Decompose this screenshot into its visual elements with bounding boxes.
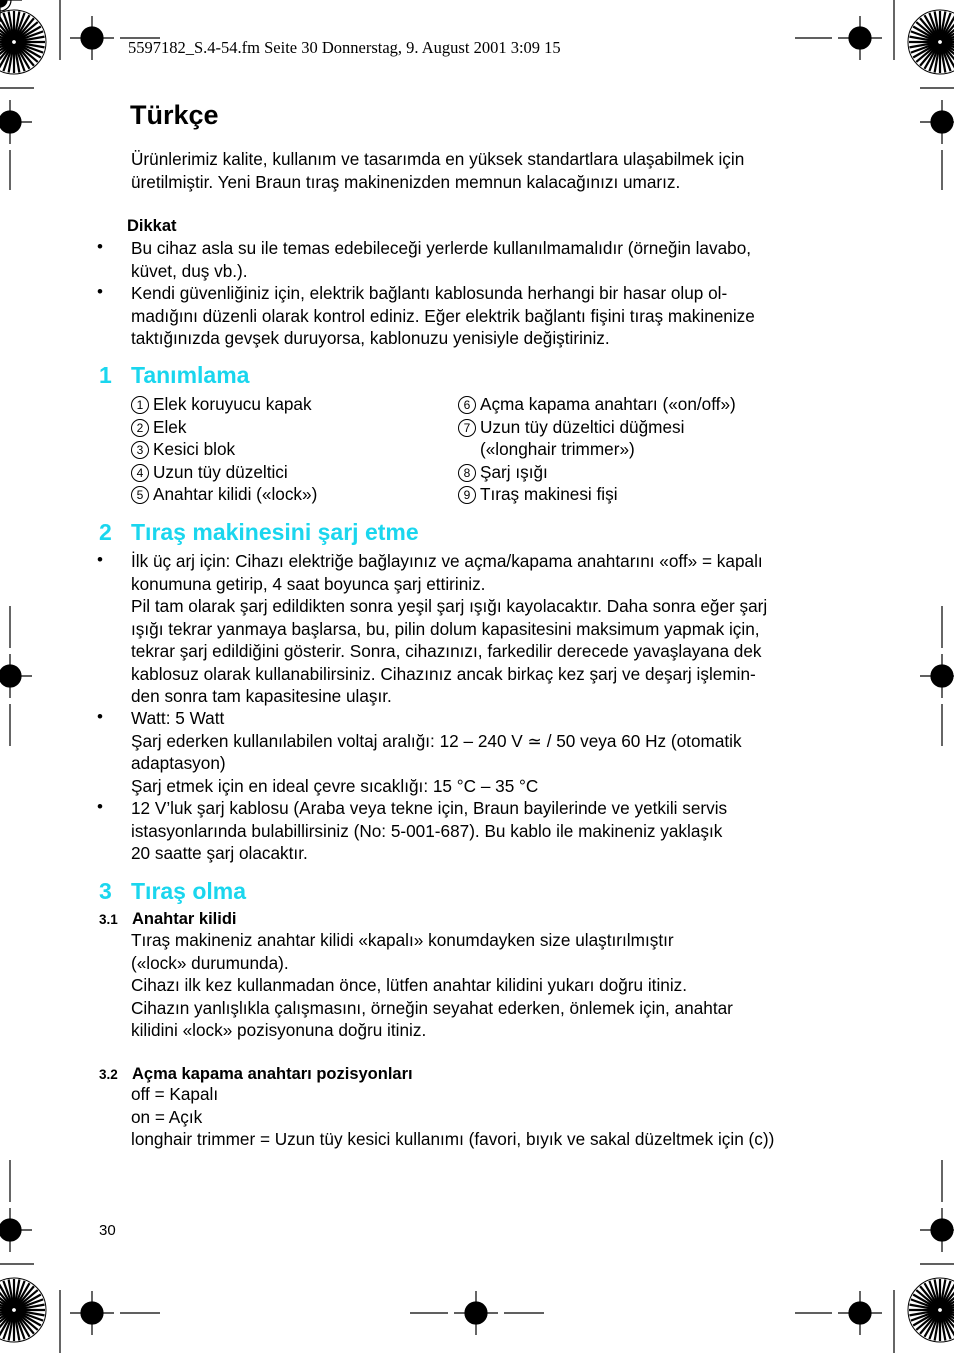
- subsection-title: Anahtar kilidi: [132, 910, 237, 928]
- intro-paragraph: [131, 148, 744, 193]
- part-item: [131, 438, 317, 461]
- text-line: İlk üç arj için: Cihazı elektriğe bağlayınız ve açma/kapama anahtarını «off» = kapalı: [131, 551, 763, 571]
- section-heading: [99, 362, 249, 389]
- text-line: Watt: 5 Watt: [131, 708, 225, 728]
- section-title: Tıraş olma: [131, 878, 247, 904]
- part-item: [458, 393, 736, 416]
- text-line: kilidini «lock» pozisyonuna doğru itiniz.: [131, 1020, 427, 1040]
- part-item: [131, 461, 317, 484]
- text-line: den sonra tam kapasitesine ulaşır.: [131, 686, 392, 706]
- part-number: 3: [131, 441, 149, 459]
- section-number: 3: [99, 878, 112, 904]
- parts-list-right: [458, 393, 736, 506]
- subsection-number: 3.2: [99, 1067, 118, 1082]
- caution-line: madığını düzenli olarak kontrol ediniz. Eğer elektrik bağlantı fişini tıraş makinenize: [131, 305, 755, 326]
- text-line: istasyonlarında bulabillirsiniz (No: 5-001-687). Bu kablo ile makineniz yaklaşık: [131, 820, 723, 841]
- intro-line: üretilmiştir. Yeni Braun tıraş makinenizden memnun kalacağınızı umarız.: [131, 171, 681, 192]
- text-line: ışığı tekrar yanmaya başlarsa, bu, pilin dolum kapasitesini maksimum yapmak için,: [131, 618, 760, 639]
- subsection-heading: [99, 1065, 413, 1084]
- charging-item: [131, 550, 767, 708]
- text-line: konumuna getirip, 4 saat boyunca şarj ettiriniz.: [131, 573, 486, 594]
- part-item: [131, 416, 317, 439]
- text-line: on = Açık: [131, 1106, 203, 1127]
- subsection-heading: [99, 910, 237, 929]
- caution-heading: Dikkat: [127, 217, 177, 235]
- text-line: Şarj etmek için en ideal çevre sıcaklığı: 15 °C – 35 °C: [131, 775, 539, 796]
- part-label: Uzun tüy düzeltici düğmesi: [480, 416, 685, 437]
- part-number: 4: [131, 464, 149, 482]
- section-title: Tanımlama: [131, 362, 250, 388]
- text-line: tekrar şarj edildiğini gösterir. Sonra, cihazınızı, farkedilir derecede yavaşlayana dek: [131, 641, 762, 661]
- part-number: 8: [458, 464, 476, 482]
- text-line: 20 saatte şarj olacaktır.: [131, 843, 308, 863]
- caution-line: Bu cihaz asla su ile temas edebileceği yerlerde kullanılmamalıdır (örneğin lavabo,: [131, 238, 752, 258]
- part-label: Şarj ışığı: [480, 461, 548, 482]
- caution-line: küvet, duş vb.).: [131, 260, 248, 281]
- text-line: 12 V’luk şarj kablosu (Araba veya tekne için, Braun bayilerinde ve yetkili servis: [131, 798, 728, 818]
- part-number: 9: [458, 486, 476, 504]
- caution-line: Kendi güvenliğiniz için, elektrik bağlantı kablosunda herhangi bir hasar olup ol-: [131, 283, 728, 303]
- section-number: 2: [99, 519, 112, 545]
- section-title: Tıraş makinesini şarj etme: [131, 519, 419, 545]
- part-label: («longhair trimmer»): [480, 439, 635, 459]
- text-line: off = Kapalı: [131, 1084, 219, 1104]
- part-label: Açma kapama anahtarı («on/off»): [480, 394, 736, 414]
- part-item: [458, 416, 736, 439]
- parts-list-left: [131, 393, 317, 506]
- text-line: kablosuz olarak kullanabilirsiniz. Cihazınız ancak birkaç kez şarj ve deşarj işlemin-: [131, 663, 756, 684]
- text-line: Pil tam olarak şarj edildikten sonra yeşil şarj ışığı kayolacaktır. Daha sonra eğer şarj: [131, 596, 768, 616]
- section-number: 1: [99, 362, 112, 388]
- part-label: Anahtar kilidi («lock»): [153, 484, 318, 504]
- part-label: Elek koruyucu kapak: [153, 394, 312, 414]
- file-header: 5597182_S.4-54.fm Seite 30 Donnerstag, 9. August 2001 3:09 15: [128, 38, 561, 57]
- text-line: Cihazı ilk kez kullanmadan önce, lütfen anahtar kilidini yukarı doğru itiniz.: [131, 975, 688, 995]
- caution-item: [131, 282, 755, 350]
- part-item: [131, 393, 317, 416]
- charging-item: [131, 707, 742, 797]
- caution-line: taktığınızda gevşek duruyorsa, kablonuzu yenisiyle değiştiriniz.: [131, 328, 610, 348]
- page-title: Türkçe: [130, 100, 219, 130]
- bullet: •: [97, 797, 103, 816]
- bullet: •: [97, 237, 103, 256]
- section-heading: [99, 878, 246, 905]
- bullet: •: [97, 282, 103, 301]
- text-line: Tıraş makineniz anahtar kilidi «kapalı» konumdayken size ulaştırılmıştır: [131, 930, 674, 950]
- text-line: adaptasyon): [131, 753, 226, 773]
- page-number: 30: [99, 1222, 116, 1239]
- part-number: 2: [131, 419, 149, 437]
- part-item: [131, 483, 317, 506]
- part-number: 5: [131, 486, 149, 504]
- caution-item: [131, 237, 751, 282]
- bullet: •: [97, 707, 103, 726]
- bullet: •: [97, 550, 103, 569]
- part-label: Uzun tüy düzeltici: [153, 461, 288, 482]
- text-line: longhair trimmer = Uzun tüy kesici kullanımı (favori, bıyık ve sakal düzeltmek için (c)): [131, 1129, 775, 1149]
- subsection-body: [131, 1083, 774, 1151]
- text-line: Cihazın yanlışlıkla çalışmasını, örneğin seyahat ederken, önlemek için, anahtar: [131, 997, 733, 1018]
- part-label: Kesici blok: [153, 439, 236, 459]
- part-label: Tıraş makinesi fişi: [480, 484, 618, 504]
- subsection-body: [131, 929, 733, 1042]
- part-item: [458, 438, 736, 461]
- intro-line: Ürünlerimiz kalite, kullanım ve tasarımda en yüksek standartlara ulaşabilmek için: [131, 149, 745, 169]
- text-line: Şarj ederken kullanılabilen voltaj aralığı: 12 – 240 V ≃ / 50 veya 60 Hz (otomatik: [131, 730, 742, 751]
- part-item: [458, 461, 736, 484]
- section-heading: [99, 519, 419, 546]
- text-line: («lock» durumunda).: [131, 952, 289, 973]
- part-item: [458, 483, 736, 506]
- part-number: 1: [131, 396, 149, 414]
- charging-item: [131, 797, 727, 865]
- part-number: 6: [458, 396, 476, 414]
- part-label: Elek: [153, 416, 187, 437]
- part-number: 7: [458, 419, 476, 437]
- subsection-number: 3.1: [99, 912, 118, 927]
- subsection-title: Açma kapama anahtarı pozisyonları: [132, 1065, 413, 1083]
